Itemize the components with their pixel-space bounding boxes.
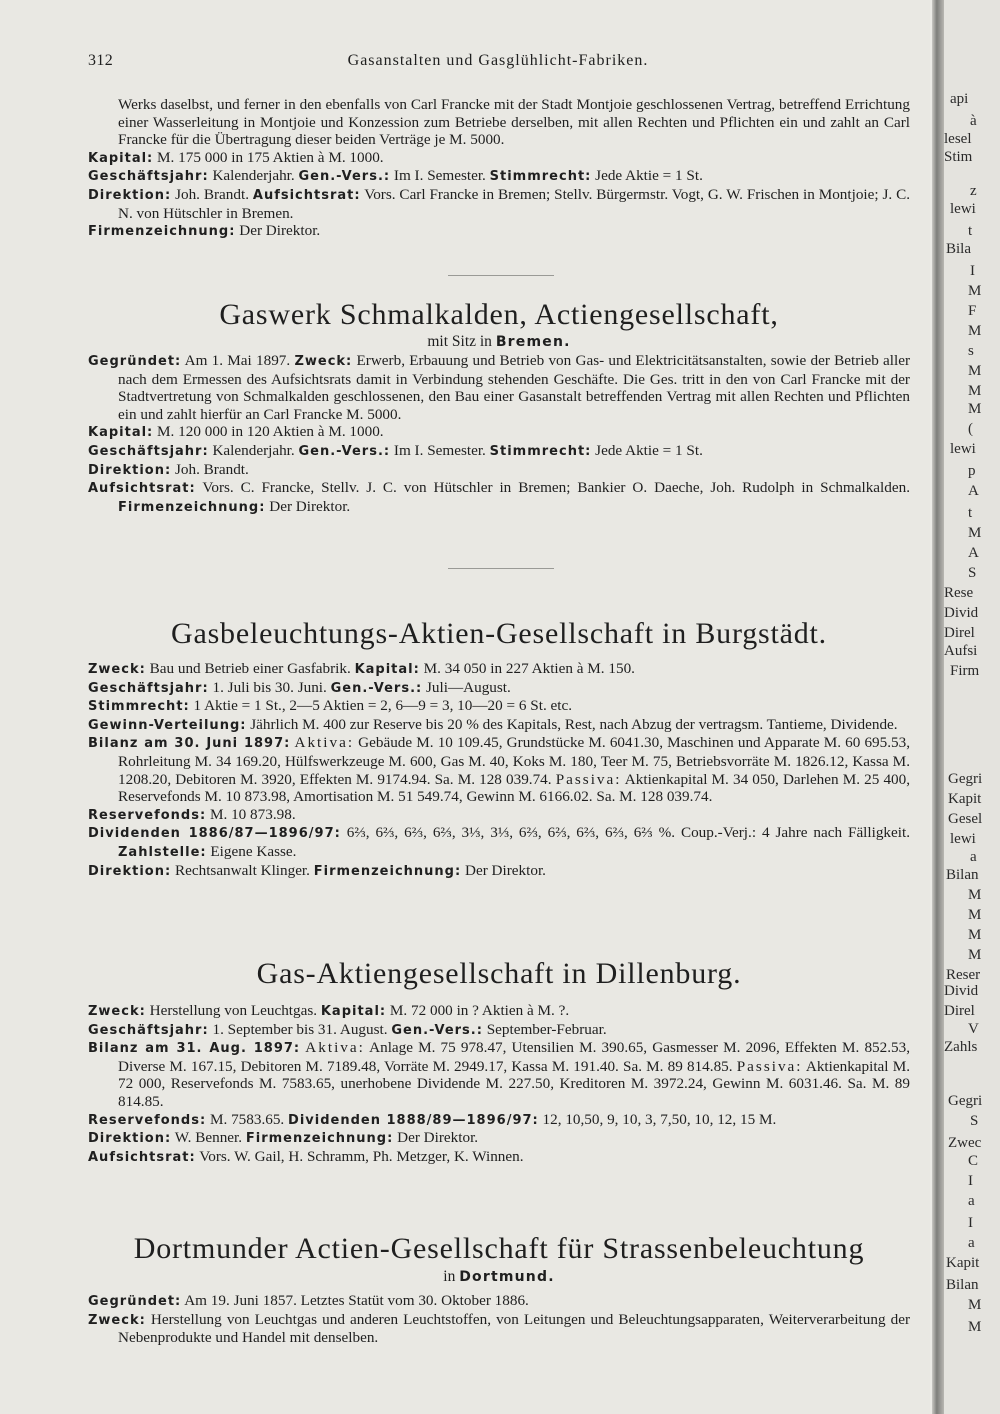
field-label: Zweck: bbox=[88, 1312, 146, 1328]
field-label: Geschäftsjahr: bbox=[88, 1022, 209, 1038]
field-label: Direktion: bbox=[88, 863, 172, 879]
fiscal-year-value: Kalenderjahr. bbox=[212, 167, 295, 185]
assets-label: Aktiva: bbox=[305, 1039, 365, 1057]
field-label: Reservefonds: bbox=[88, 1112, 207, 1128]
entry-continuation bbox=[88, 96, 910, 241]
fiscal-year-value: 1. Juli bis 30. Juni. bbox=[212, 678, 327, 696]
voting-value: 1 Aktie = 1 St., 2—5 Aktien = 2, 6—9 = 3, 10—20 = 6 St. etc. bbox=[193, 697, 573, 715]
field-label: Aufsichtsrat: bbox=[252, 187, 361, 203]
neighbor-text-fragment: Reser bbox=[946, 967, 981, 983]
meeting-value: Juli—August. bbox=[426, 678, 511, 696]
neighbor-text-fragment: I bbox=[968, 1173, 973, 1189]
signature-value: Der Direktor. bbox=[239, 222, 321, 240]
entry-schmalkalden bbox=[88, 352, 910, 516]
field-label: Gewinn-Verteilung: bbox=[88, 717, 247, 733]
capital-value: M. 34 050 in 227 Aktien à M. 150. bbox=[423, 660, 635, 677]
neighbor-text-fragment: M bbox=[968, 1319, 982, 1335]
running-title: Gasanstalten und Gasglühlicht-Fabriken. bbox=[347, 52, 649, 69]
field-label: Firmenzeichnung: bbox=[118, 499, 266, 515]
assets-value: Anlage M. 75 978.47, Utensilien M. 390.65, Gasmesser M. 2096, Effekten M. 852.53, Diverse M. 167.15, Debitoren M. 7189.48, Vorräte M. 2949.17, Kassa M. 191.40. Sa. M. 89 814.85. bbox=[118, 1039, 911, 1075]
field-label: Zweck: bbox=[88, 662, 146, 677]
neighbor-text-fragment: Bilan bbox=[946, 1277, 979, 1293]
field-label: Direktion: bbox=[88, 462, 172, 478]
dividends-value: 12, 10,50, 9, 10, 3, 7,50, 10, 12, 15 M. bbox=[542, 1110, 777, 1128]
reserve-value: M. 7583.65. bbox=[209, 1110, 285, 1128]
neighbor-text-fragment: M bbox=[968, 887, 982, 903]
book-gutter bbox=[932, 0, 944, 1414]
neighbor-text-fragment: M bbox=[968, 1297, 982, 1313]
neighbor-text-fragment: a bbox=[970, 849, 977, 865]
neighbor-text-fragment: S bbox=[970, 1113, 979, 1129]
company-title: Gasbeleuchtungs-Aktien-Gesellschaft in Burgstädt. bbox=[170, 617, 827, 650]
purpose-value: Erwerb, Erbauung und Betrieb von Gas- und Elektricitätsanstalten, sowie der Betrieb aller nach dem Ermessen des Aufsichtsrats damit in Verbindung stehenden Geschäfte. Die Ges. tritt in den von Carl Francke mit der Stadtvertretung von Schmalkalden geschlossenen, den Bau einer Gasanstalt betreffenden Vertrag mit allen Rechten und Pflichten ein und zahlt hierfür an Carl Francke M. 5000. bbox=[118, 352, 911, 423]
signature-value: Der Direktor. bbox=[464, 861, 546, 879]
founded-value: Am 19. Juni 1857. Letztes Statüt vom 30. Oktober 1886. bbox=[184, 1292, 529, 1309]
neighbor-text-fragment: C bbox=[968, 1153, 979, 1169]
neighbor-text-fragment: S bbox=[968, 565, 977, 581]
field-label: Stimmrecht: bbox=[88, 699, 190, 715]
dividends-value: 6⅔, 6⅔, 6⅔, 6⅔, 3⅓, 3⅓, 6⅔, 6⅔, 6⅔, 6⅔, 6⅔ %. Coup.-Verj.: 4 Jahre nach Fälligkeit. bbox=[346, 824, 911, 842]
neighbor-text-fragment: lesel bbox=[944, 131, 972, 147]
field-label: Zweck: bbox=[88, 1004, 146, 1019]
neighbor-text-fragment: Rese bbox=[944, 585, 974, 601]
separator-rule bbox=[448, 568, 554, 569]
founded-value: Am 1. Mai 1897. bbox=[184, 352, 291, 369]
meeting-value: Im I. Semester. bbox=[393, 441, 486, 459]
neighbor-text-fragment: Gegri bbox=[948, 771, 983, 787]
neighbor-text-fragment: Bilan bbox=[946, 867, 979, 883]
field-label: Dividenden 1888/89—1896/97: bbox=[288, 1112, 539, 1128]
field-label: Geschäftsjahr: bbox=[88, 443, 209, 459]
field-label: Reservefonds: bbox=[88, 807, 207, 823]
field-label: Firmenzeichnung: bbox=[245, 1131, 394, 1147]
field-label: Kapital: bbox=[320, 1004, 387, 1019]
fiscal-year-value: 1. September bis 31. August. bbox=[212, 1020, 388, 1038]
neighbor-text-fragment: M bbox=[968, 401, 982, 417]
board-value: W. Benner. bbox=[174, 1129, 243, 1147]
neighbor-text-fragment: Firm bbox=[950, 663, 980, 679]
meeting-value: September-Februar. bbox=[486, 1020, 607, 1038]
neighbor-text-fragment: s bbox=[968, 343, 974, 359]
entry-burgstaedt bbox=[88, 660, 910, 880]
neighbor-text-fragment: M bbox=[968, 363, 982, 379]
neighbor-text-fragment: Stim bbox=[944, 149, 973, 165]
page-number: 312 bbox=[88, 52, 114, 69]
field-label: Dividenden 1886/87—1896/97: bbox=[88, 826, 341, 842]
signature-value: Der Direktor. bbox=[397, 1129, 479, 1147]
page-header bbox=[88, 52, 908, 74]
neighbor-text-fragment: A bbox=[968, 545, 979, 561]
capital-value: M. 72 000 in ? Aktien à M. ?. bbox=[389, 1002, 570, 1019]
company-title: Dortmunder Actien-Gesellschaft für Strassenbeleuchtung bbox=[133, 1232, 865, 1265]
capital-value: M. 175 000 in 175 Aktien à M. 1000. bbox=[157, 148, 384, 166]
neighbor-text-fragment: Direl bbox=[944, 625, 975, 641]
field-label: Kapital: bbox=[354, 662, 420, 677]
board-value: Joh. Brandt. bbox=[175, 185, 249, 203]
purpose-value: Bau und Betrieb einer Gasfabrik. bbox=[149, 660, 351, 677]
company-title: Gas-Aktiengesellschaft in Dillenburg. bbox=[256, 957, 742, 990]
neighbor-text-fragment: p bbox=[968, 463, 976, 479]
field-label: Firmenzeichnung: bbox=[313, 863, 462, 879]
company-title: Gaswerk Schmalkalden, Actiengesellschaft, bbox=[219, 298, 779, 331]
neighbor-text-fragment: Zahls bbox=[944, 1039, 978, 1055]
neighbor-text-fragment: Aufsi bbox=[944, 643, 978, 659]
neighbor-text-fragment: lewi bbox=[950, 831, 976, 847]
field-label: Geschäftsjahr: bbox=[88, 680, 209, 696]
voting-value: Jede Aktie = 1 St. bbox=[595, 441, 703, 459]
profit-distribution-value: Jährlich M. 400 zur Reserve bis 20 % des Kapitals, Rest, nach Abzug der vertragsm. Tantieme, Dividende. bbox=[250, 715, 898, 733]
neighbor-text-fragment: Divid bbox=[944, 605, 979, 621]
assets-label: Aktiva: bbox=[294, 734, 355, 752]
field-label: Gegründet: bbox=[88, 354, 182, 369]
field-label: Gen.-Vers.: bbox=[298, 169, 391, 185]
field-label: Kapital: bbox=[88, 425, 154, 441]
neighbor-text-fragment: ( bbox=[968, 421, 973, 437]
company-seat bbox=[88, 333, 910, 351]
seat-city: Bremen. bbox=[495, 334, 571, 350]
field-label: Gen.-Vers.: bbox=[391, 1022, 483, 1038]
neighbor-text-fragment: M bbox=[968, 907, 982, 923]
neighbor-text-fragment: Divid bbox=[944, 983, 979, 999]
board-value: Rechtsanwalt Klinger. bbox=[174, 861, 310, 879]
neighbor-text-fragment: M bbox=[968, 947, 982, 963]
field-label: Bilanz am 31. Aug. 1897: bbox=[88, 1041, 301, 1057]
seat-prefix: mit Sitz in bbox=[427, 333, 492, 350]
fiscal-year-value: Kalenderjahr. bbox=[212, 441, 295, 459]
neighbor-text-fragment: z bbox=[970, 183, 977, 199]
entry-dortmund bbox=[88, 1292, 910, 1347]
field-label: Geschäftsjahr: bbox=[88, 169, 209, 185]
neighbor-text-fragment: A bbox=[968, 483, 979, 499]
field-label: Stimmrecht: bbox=[489, 443, 592, 459]
neighbor-text-fragment: Kapit bbox=[948, 791, 982, 807]
field-label: Firmenzeichnung: bbox=[88, 224, 236, 240]
liabilities-label: Passiva: bbox=[555, 770, 622, 788]
neighbor-text-fragment: M bbox=[968, 283, 982, 299]
neighbor-text-fragment: I bbox=[968, 1215, 973, 1231]
neighbor-text-fragment: Direl bbox=[944, 1003, 975, 1019]
entry-intro: Werks daselbst, und ferner in den ebenfalls von Carl Francke mit der Stadt Montjoie geschlossenen Vertrag, betreffend Errichtung einer Wasserleitung in Montjoie und Konzession zum Betriebe derselben, mit allen Rechten und Pflichten ein und zahlt an Carl Francke für die Übertragung dieser beiden Verträge je M. 5000. bbox=[118, 96, 910, 149]
neighbor-text-fragment: à bbox=[970, 113, 977, 129]
liabilities-value: Aktienkapital M. 72 000, Reservefonds M. 7583.65, unerhobene Dividende M. 227.50, Kreditoren M. 3972.24, Gewinn M. 6031.46. Sa. M. 89 814.85. bbox=[118, 1057, 910, 1110]
assets-value: Gebäude M. 10 109.45, Grundstücke M. 6041.30, Maschinen und Apparate M. 60 695.53, Rohrleitung M. 34 169.20, Hülfswerkzeuge M. 600, Gas M. 40, Koks M. 180, Teer M. 75, Betriebsvorräte M. 1826.12, Kassa M. 1208.20, Debitoren M. 3920, Effekten M. 9174.94. Sa. M. 128 039.74. bbox=[118, 734, 911, 788]
voting-value: Jede Aktie = 1 St. bbox=[595, 167, 703, 185]
field-label: Gen.-Vers.: bbox=[298, 443, 391, 459]
field-label: Aufsichtsrat: bbox=[88, 1149, 196, 1165]
field-label: Gegründet: bbox=[88, 1294, 182, 1309]
seat-prefix: in bbox=[443, 1268, 456, 1285]
supervisory-value: Vors. W. Gail, H. Schramm, Ph. Metzger, K. Winnen. bbox=[199, 1147, 524, 1165]
paying-agent-value: Eigene Kasse. bbox=[210, 842, 297, 860]
supervisory-value: Vors. C. Francke, Stellv. J. C. von Hütschler in Bremen; Bankier O. Daeche, Joh. Rudolph in Schmalkalden. bbox=[202, 479, 910, 497]
neighbor-text-fragment: a bbox=[968, 1193, 975, 1209]
seat-city: Dortmund. bbox=[459, 1269, 555, 1285]
neighbor-text-fragment: V bbox=[968, 1021, 979, 1037]
field-label: Bilanz am 30. Juni 1897: bbox=[88, 736, 291, 752]
signature-value: Der Direktor. bbox=[269, 497, 351, 515]
company-seat bbox=[88, 1268, 910, 1286]
neighbor-text-fragment: I bbox=[970, 263, 975, 279]
neighbor-text-fragment: lewi bbox=[950, 441, 976, 457]
neighbor-text-fragment: t bbox=[968, 505, 973, 521]
field-label: Direktion: bbox=[88, 187, 172, 203]
neighbor-text-fragment: Bila bbox=[946, 241, 971, 257]
meeting-value: Im I. Semester. bbox=[393, 167, 486, 185]
liabilities-value: Aktienkapital M. 34 050, Darlehen M. 25 400, Reservefonds M. 10 873.98, Amortisation M. 51 549.74, Gewinn M. 6166.02. Sa. M. 128 039.74. bbox=[118, 770, 911, 806]
neighbor-text-fragment: Gegri bbox=[948, 1093, 983, 1109]
board-value: Joh. Brandt. bbox=[174, 460, 249, 478]
neighbor-text-fragment: F bbox=[968, 303, 977, 319]
field-label: Stimmrecht: bbox=[489, 169, 592, 185]
neighbor-text-fragment: M bbox=[968, 323, 982, 339]
field-label: Aufsichtsrat: bbox=[88, 481, 196, 497]
neighbor-text-fragment: Gesel bbox=[948, 811, 983, 827]
field-label: Gen.-Vers.: bbox=[330, 680, 423, 696]
field-label: Direktion: bbox=[88, 1131, 172, 1147]
neighbor-text-fragment: Kapit bbox=[946, 1255, 980, 1271]
field-label: Zweck: bbox=[294, 354, 353, 369]
liabilities-label: Passiva: bbox=[736, 1057, 803, 1075]
purpose-value: Herstellung von Leuchtgas und anderen Leuchtstoffen, von Leitungen und Beleuchtungsapparaten, Weiterverarbeitung der Nebenprodukte und Handel mit denselben. bbox=[118, 1310, 911, 1347]
adjacent-page-edge bbox=[944, 0, 1000, 1414]
separator-rule bbox=[448, 275, 554, 276]
purpose-value: Herstellung von Leuchtgas. bbox=[149, 1002, 318, 1019]
neighbor-text-fragment: t bbox=[968, 223, 973, 239]
field-label: Zahlstelle: bbox=[118, 844, 207, 860]
reserve-value: M. 10 873.98. bbox=[209, 805, 296, 823]
neighbor-text-fragment: M bbox=[968, 927, 982, 943]
neighbor-text-fragment: M bbox=[968, 525, 982, 541]
entry-dillenburg bbox=[88, 1002, 910, 1166]
capital-value: M. 120 000 in 120 Aktien à M. 1000. bbox=[157, 423, 384, 441]
neighbor-text-fragment: lewi bbox=[950, 201, 976, 217]
neighbor-text-fragment: api bbox=[950, 91, 969, 107]
neighbor-text-fragment: Zwec bbox=[948, 1135, 982, 1151]
supervisory-value: Vors. Carl Francke in Bremen; Stellv. Bürgermstr. Vogt, G. W. Frischen in Montjoie; J. C. N. von Hütschler in Bremen. bbox=[118, 185, 911, 222]
field-label: Kapital: bbox=[88, 150, 154, 166]
neighbor-text-fragment: M bbox=[968, 383, 982, 399]
neighbor-text-fragment: a bbox=[968, 1235, 975, 1251]
